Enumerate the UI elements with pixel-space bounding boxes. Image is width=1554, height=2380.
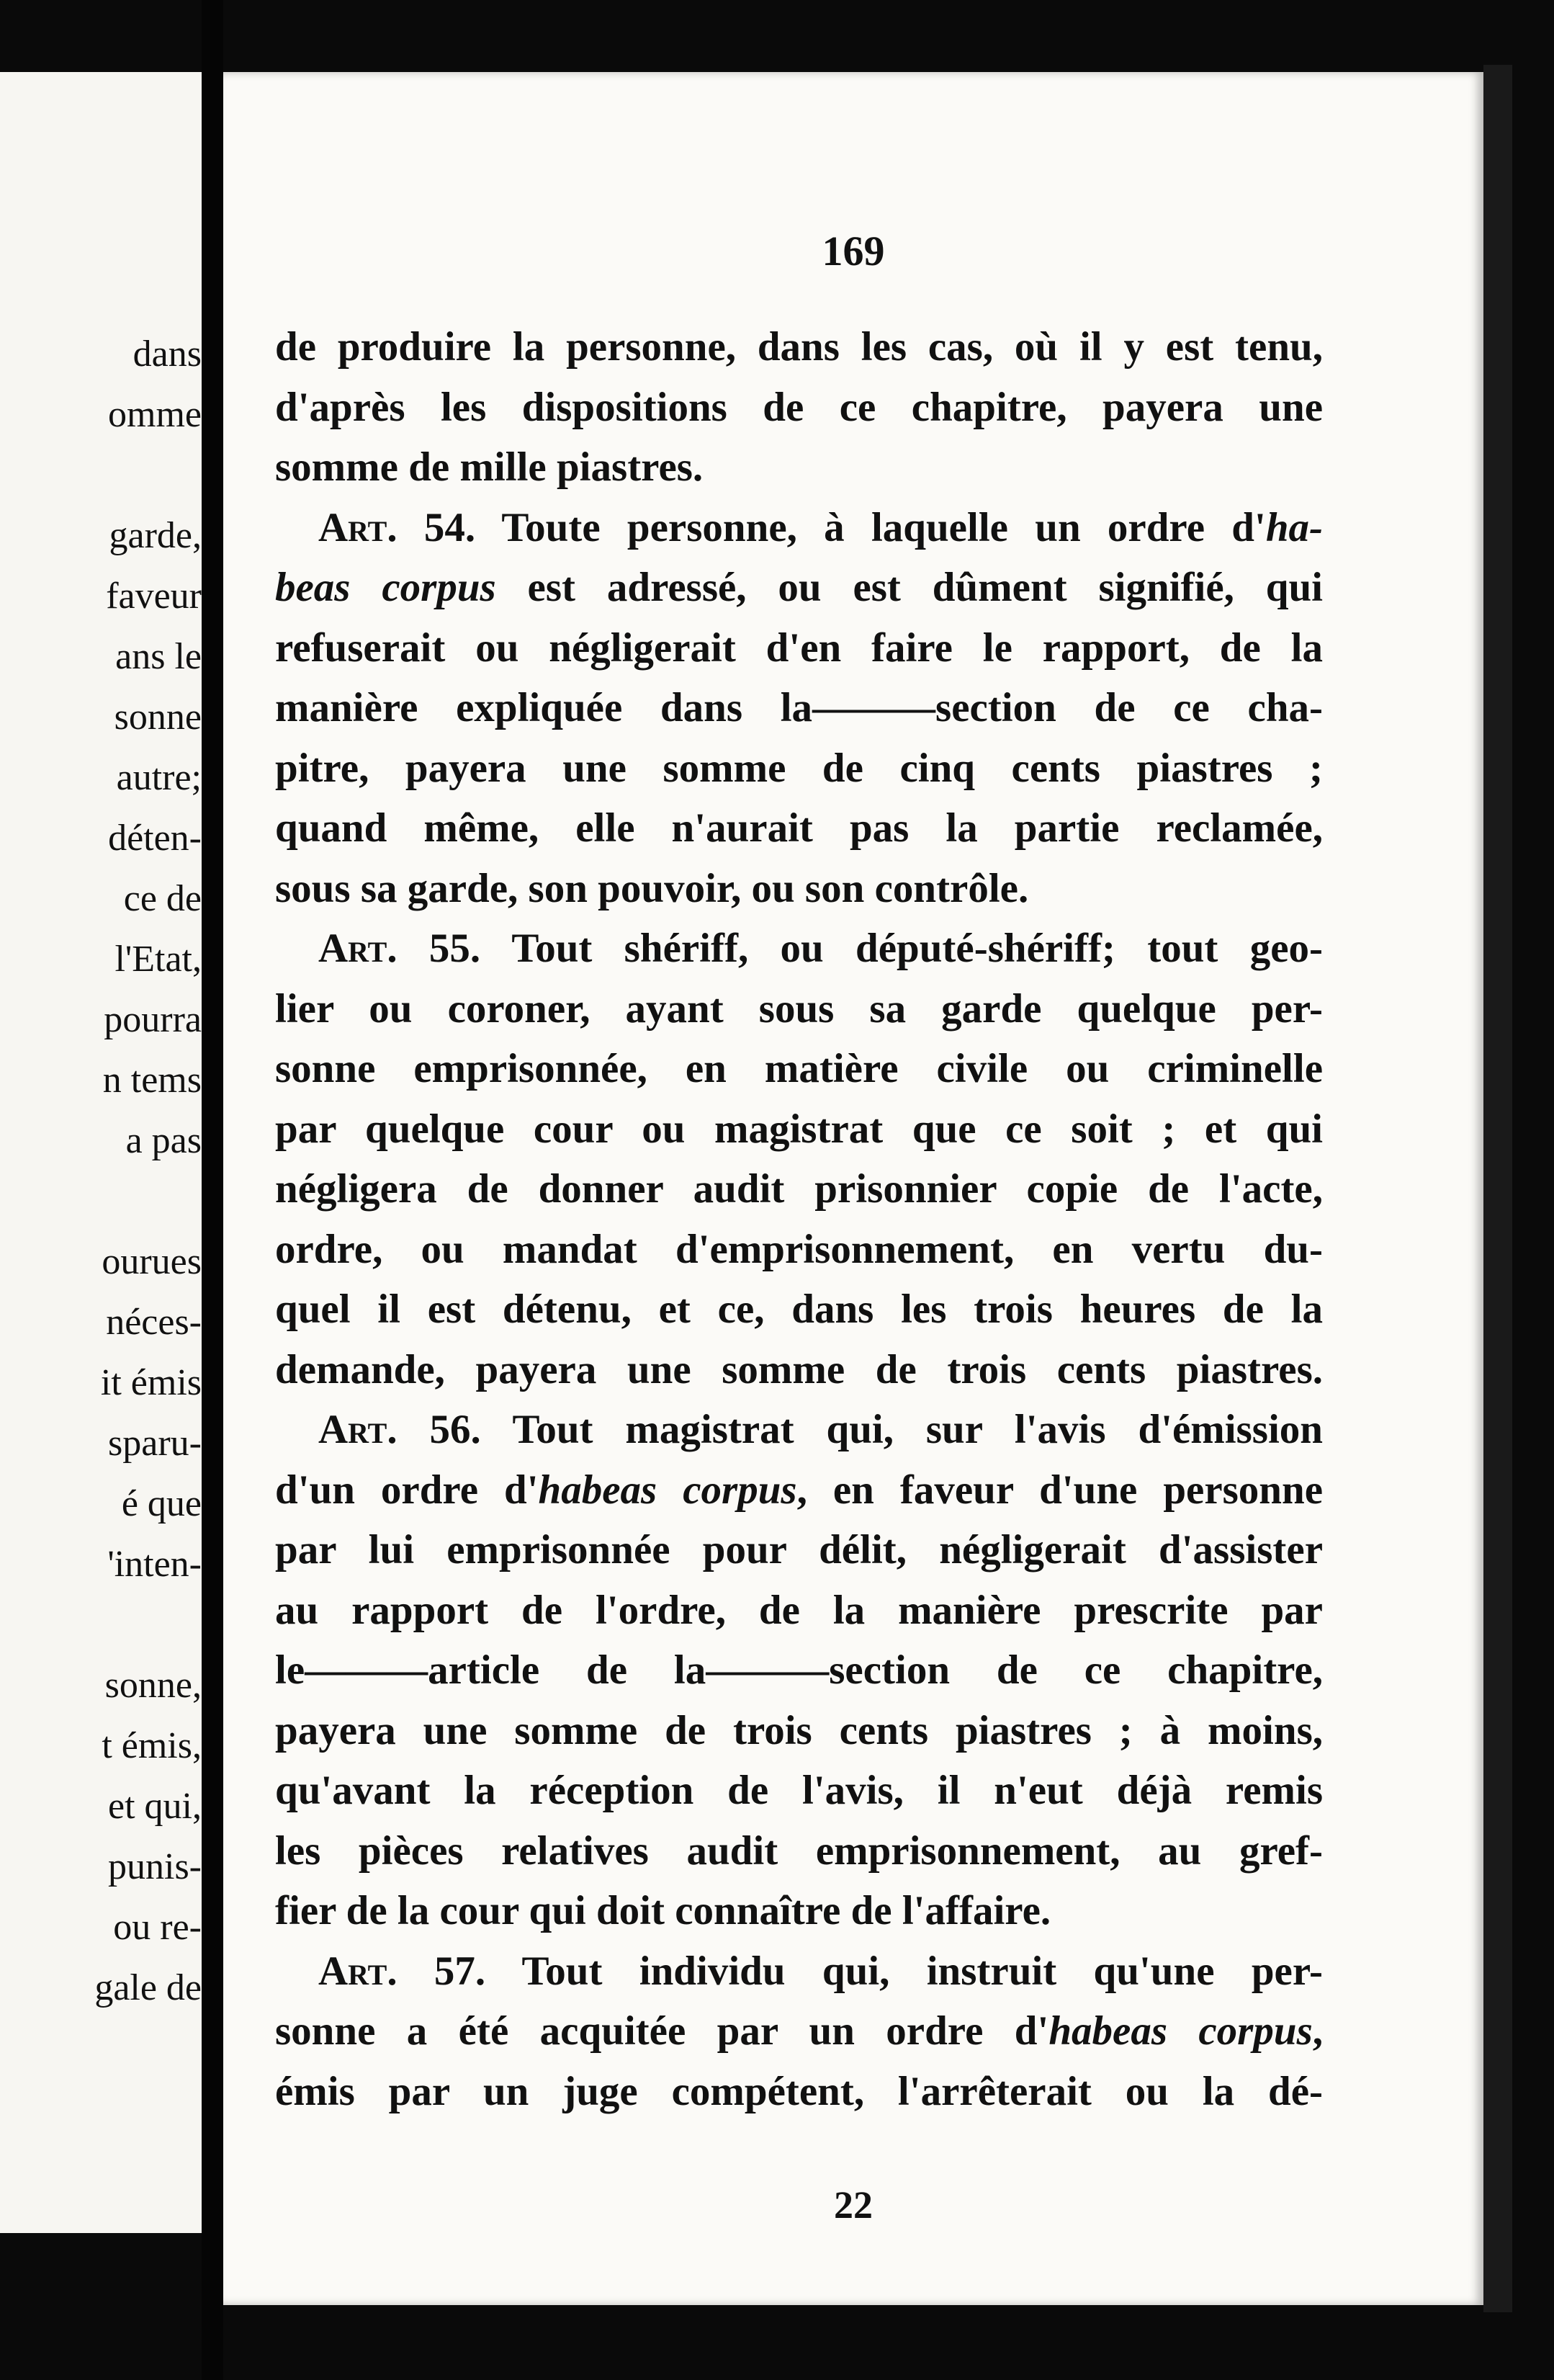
text-line xyxy=(275,618,1323,679)
text-run: quand même, elle n'aurait pas la partie reclamée, xyxy=(275,805,1323,851)
text-run: quel il est détenu, et ce, dans les trois heures de la xyxy=(275,1287,1323,1332)
book-spine xyxy=(202,0,223,2380)
text-line xyxy=(275,377,1323,438)
text-line xyxy=(275,1400,1323,1460)
left-page-line: dans xyxy=(133,334,202,375)
text-line xyxy=(275,859,1323,919)
left-page-line: é que xyxy=(121,1483,202,1524)
text-line xyxy=(275,979,1323,1039)
text-run: sonne a été acquitée par un ordre d' xyxy=(275,2008,1049,2054)
signature-mark: 22 xyxy=(834,2183,873,2227)
text-run: Tout magistrat qui, sur l'avis d'émission xyxy=(480,1407,1323,1452)
left-page-line: sonne, xyxy=(104,1665,202,1706)
text-line xyxy=(275,1340,1323,1400)
text-run: d'après les dispositions de ce chapitre, payera une xyxy=(275,384,1323,430)
article-number: Art. 56. xyxy=(318,1407,481,1452)
text-run: de produire la personne, dans les cas, où il y est tenu, xyxy=(275,324,1323,370)
left-page-line: sparu- xyxy=(108,1423,202,1464)
text-line xyxy=(275,738,1323,799)
text-line xyxy=(275,678,1323,738)
text-line xyxy=(275,1701,1323,1761)
italic-term: ha- xyxy=(1265,504,1323,550)
text-line xyxy=(275,2001,1323,2062)
text-run: pitre, payera une somme de cinq cents piastres ; xyxy=(275,745,1323,791)
text-run: , en faveur d'une personne xyxy=(796,1467,1323,1513)
text-line xyxy=(275,498,1323,558)
text-run: ordre, ou mandat d'emprisonnement, en vertu du- xyxy=(275,1226,1323,1272)
text-run: émis par un juge compétent, l'arrêterait ou la dé- xyxy=(275,2068,1323,2114)
text-line xyxy=(275,1039,1323,1099)
text-line xyxy=(275,1580,1323,1641)
left-page-line: t émis, xyxy=(102,1725,202,1766)
left-page-line: autre; xyxy=(116,757,202,798)
left-page-line: ce de xyxy=(123,878,202,919)
article-number: Art. 55. xyxy=(318,926,481,971)
left-page-line xyxy=(0,445,202,506)
page-number: 169 xyxy=(822,228,885,274)
text-line xyxy=(275,317,1323,377)
text-run: qu'avant la réception de l'avis, il n'eut déjà remis xyxy=(275,1768,1323,1813)
left-page-line: ou re- xyxy=(113,1907,202,1948)
text-run: demande, payera une somme de trois cents piastres. xyxy=(275,1346,1323,1392)
text-run: le———article de la———section de ce chapitre, xyxy=(275,1647,1323,1693)
left-page-line: et qui, xyxy=(108,1786,202,1827)
left-page-text xyxy=(0,324,202,2018)
page-body-text xyxy=(275,317,1323,2121)
text-run: payera une somme de trois cents piastres ; à moins, xyxy=(275,1707,1323,1753)
left-page-line: ourues xyxy=(102,1241,202,1282)
page-edge-shadow xyxy=(1483,65,1512,2312)
left-page-line xyxy=(0,1595,202,1655)
left-page-line: it émis xyxy=(100,1362,202,1403)
left-page-line xyxy=(0,1171,202,1232)
text-line xyxy=(275,1520,1323,1580)
text-run: est adressé, ou est dûment signifié, qui xyxy=(495,565,1323,610)
text-line xyxy=(275,1279,1323,1340)
text-line xyxy=(275,918,1323,979)
text-line xyxy=(275,1640,1323,1701)
left-page-line: omme xyxy=(108,394,202,435)
left-page-line: a pas xyxy=(125,1120,202,1161)
text-line xyxy=(275,437,1323,498)
left-page-line: 'inten- xyxy=(107,1544,202,1585)
text-run: les pièces relatives audit emprisonnement, au gref- xyxy=(275,1828,1323,1874)
right-page xyxy=(223,72,1483,2305)
left-page-line: néces- xyxy=(106,1302,202,1343)
text-run: négligera de donner audit prisonnier copie de l'acte, xyxy=(275,1166,1323,1212)
left-page-line: sonne xyxy=(114,697,202,738)
text-run: somme de mille piastres. xyxy=(275,444,704,490)
text-line xyxy=(275,1460,1323,1521)
left-page-line: déten- xyxy=(108,818,202,859)
text-line xyxy=(275,1099,1323,1160)
text-line xyxy=(275,1220,1323,1280)
italic-term: habeas corpus xyxy=(1048,2008,1313,2054)
text-line xyxy=(275,1941,1323,2002)
left-page-line: punis- xyxy=(108,1846,202,1887)
text-line xyxy=(275,798,1323,859)
text-run: refuserait ou négligerait d'en faire le rapport, de la xyxy=(275,625,1323,671)
left-page-line: l'Etat, xyxy=(114,939,202,980)
italic-term: beas corpus xyxy=(275,565,496,610)
text-run: sous sa garde, son pouvoir, ou son contrôle. xyxy=(275,865,1029,911)
article-number: Art. 54. xyxy=(318,504,476,550)
text-line xyxy=(275,558,1323,618)
italic-term: habeas corpus xyxy=(538,1467,797,1513)
text-run: sonne emprisonnée, en matière civile ou criminelle xyxy=(275,1046,1323,1091)
left-page-line: garde, xyxy=(109,515,202,556)
text-line xyxy=(275,2062,1323,2122)
text-run: par quelque cour ou magistrat que ce soit ; et qui xyxy=(275,1106,1323,1152)
text-run: fier de la cour qui doit connaître de l'affaire. xyxy=(275,1888,1051,1933)
text-line xyxy=(275,1761,1323,1821)
article-number: Art. 57. xyxy=(318,1948,486,1994)
text-run: Toute personne, à laquelle un ordre d' xyxy=(475,504,1266,550)
left-page-line: ans le xyxy=(115,636,202,677)
left-page-line: n tems xyxy=(102,1060,202,1101)
left-page-line: faveur xyxy=(106,576,202,617)
left-page-line: gale de xyxy=(94,1967,202,2008)
text-line xyxy=(275,1881,1323,1941)
text-run: Tout shériff, ou député-shériff; tout geo- xyxy=(480,926,1323,971)
text-run: d'un ordre d' xyxy=(275,1467,539,1513)
text-run: Tout individu qui, instruit qu'une per- xyxy=(485,1948,1323,1994)
text-line xyxy=(275,1159,1323,1220)
text-run: manière expliquée dans la———section de ce cha- xyxy=(275,685,1323,730)
text-line xyxy=(275,1821,1323,1882)
left-page-line: pourra xyxy=(104,999,202,1040)
text-run: lier ou coroner, ayant sous sa garde quelque per- xyxy=(275,985,1323,1032)
left-facing-page xyxy=(0,72,202,2233)
text-run: , xyxy=(1312,2008,1323,2054)
text-run: au rapport de l'ordre, de la manière prescrite par xyxy=(275,1587,1323,1633)
text-run: par lui emprisonnée pour délit, négligerait d'assister xyxy=(275,1527,1323,1572)
